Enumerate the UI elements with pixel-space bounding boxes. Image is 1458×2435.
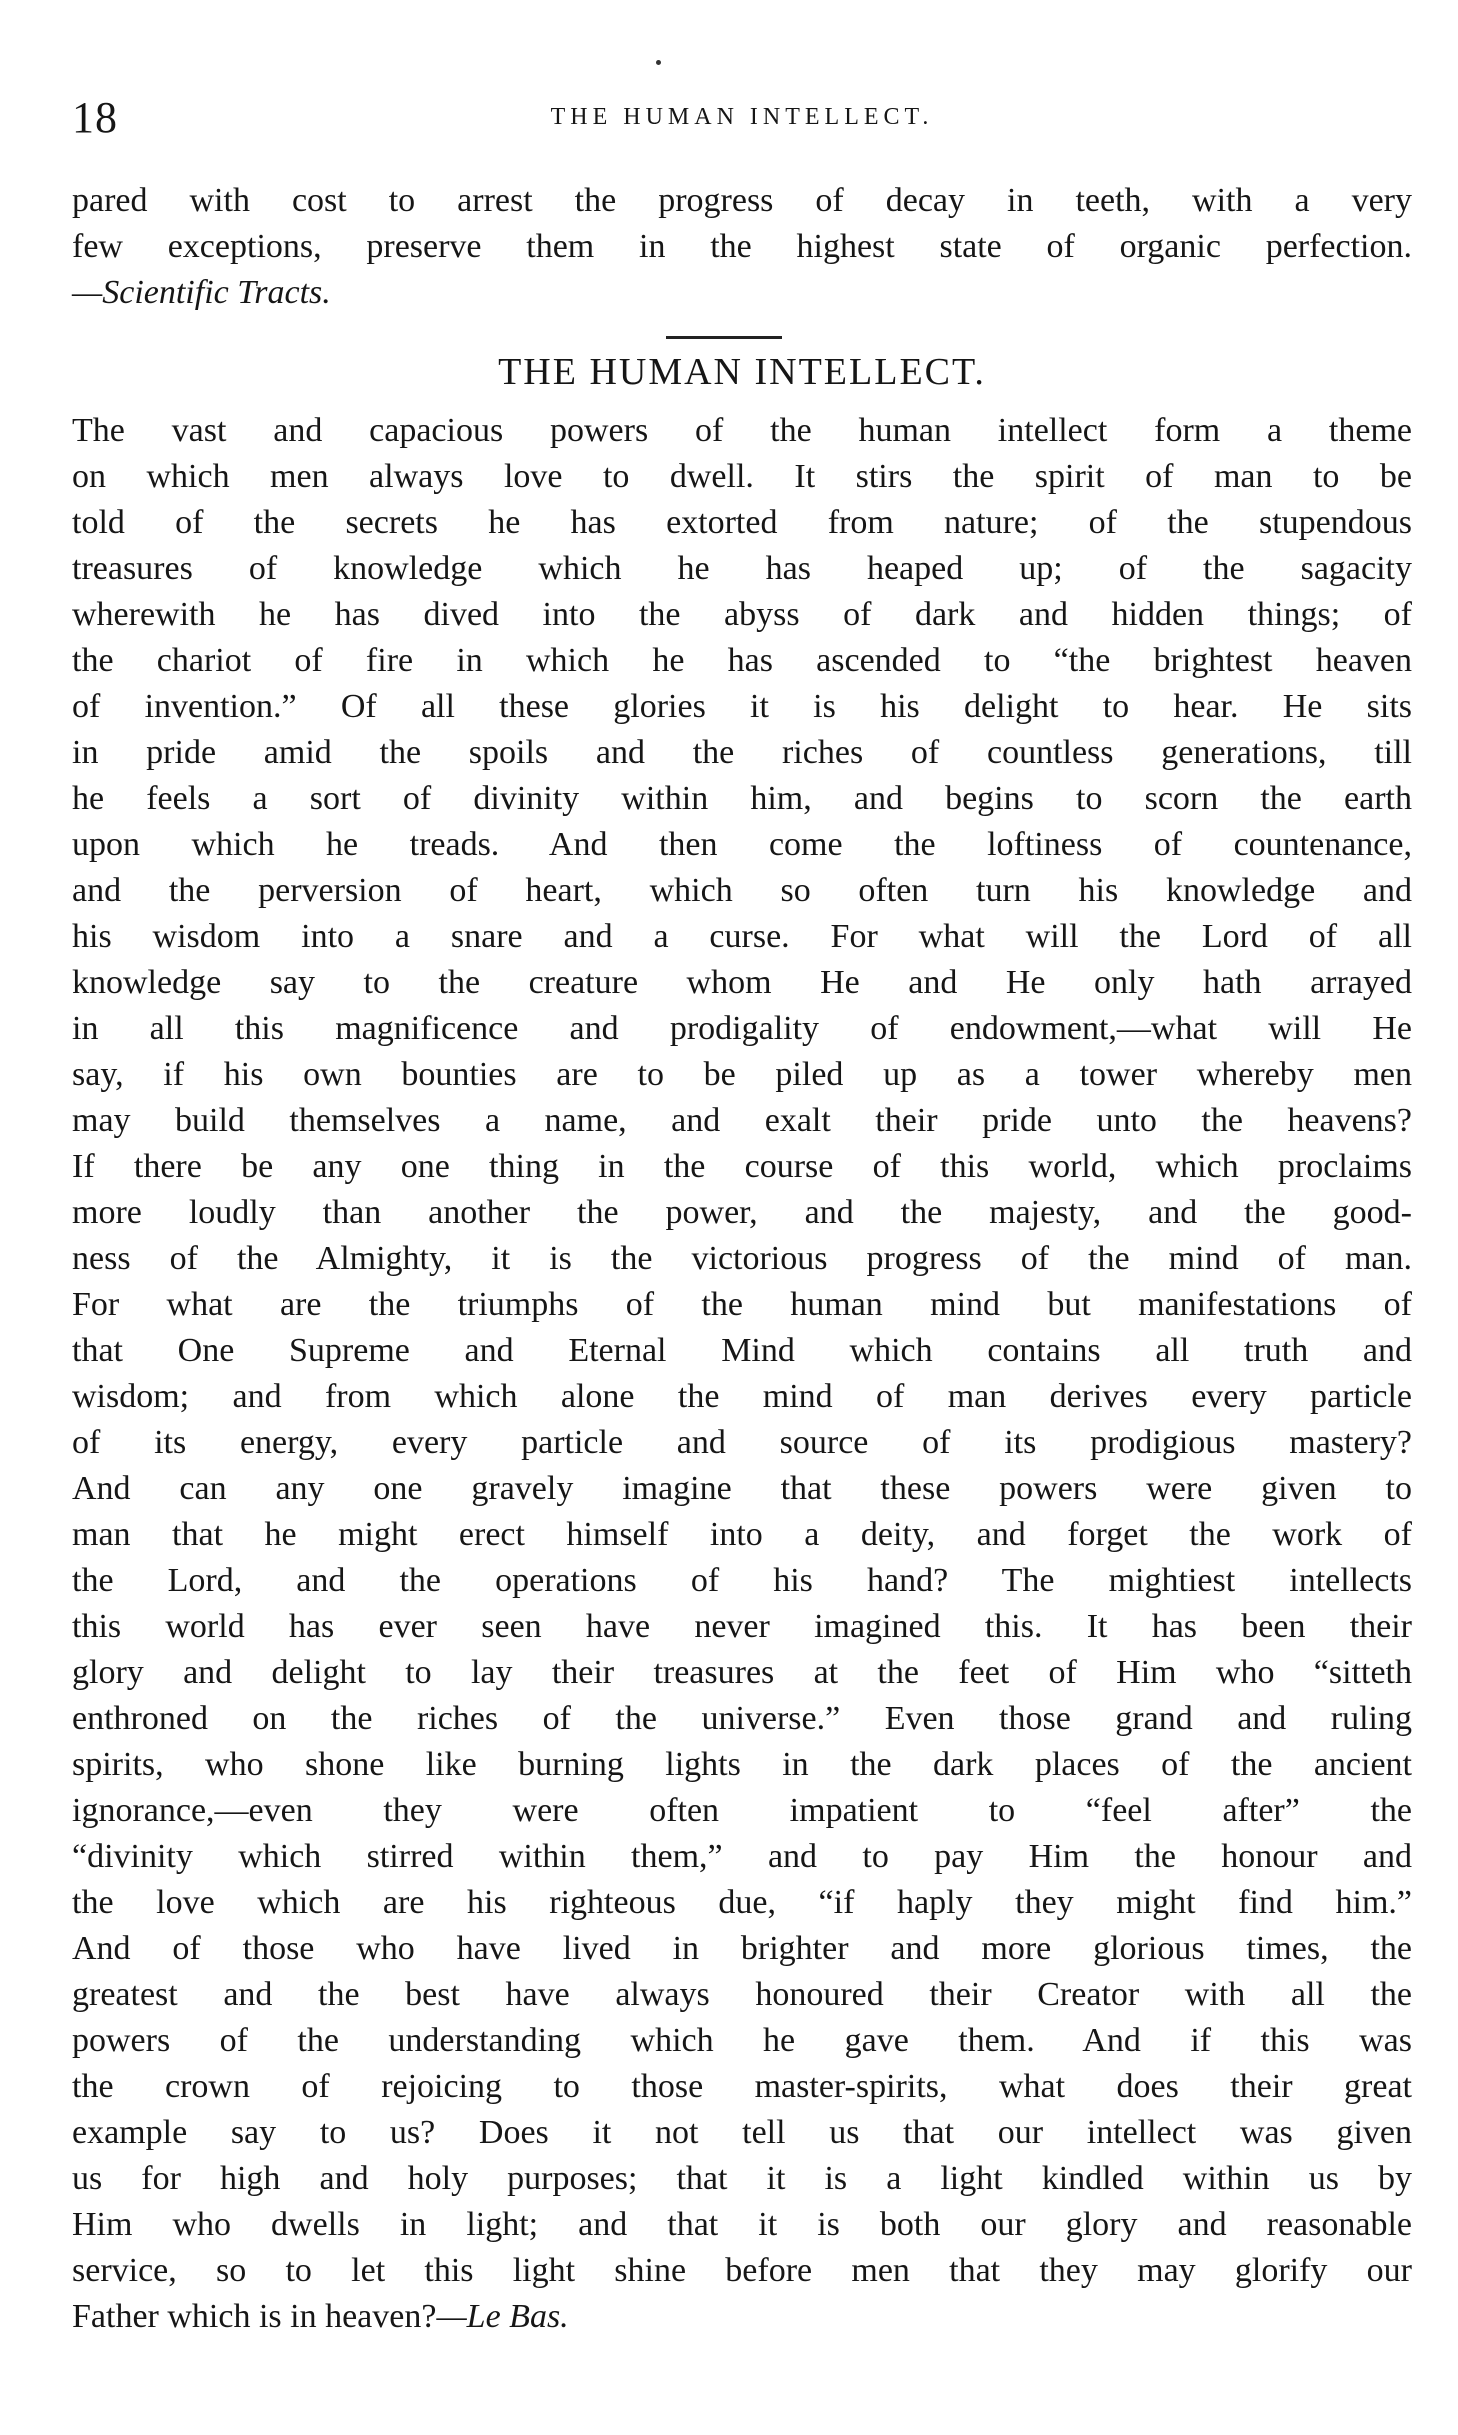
text-line: us for high and holy purposes; that it is a light kindled within us by [72, 2160, 1412, 2197]
text-line: on which men always love to dwell. It stirs the spirit of man to be [72, 458, 1412, 495]
text-line: and the perversion of heart, which so often turn his knowledge and [72, 872, 1412, 909]
text-line: say, if his own bounties are to be piled up as a tower whereby men [72, 1056, 1412, 1093]
text-line: that One Supreme and Eternal Mind which contains all truth and [72, 1332, 1412, 1369]
text-line: wherewith he has dived into the abyss of dark and hidden things; of [72, 596, 1412, 633]
text-line: “divinity which stirred within them,” and to pay Him the honour and [72, 1838, 1412, 1875]
text-line: few exceptions, preserve them in the highest state of organic perfection. [72, 228, 1412, 265]
text-line: this world has ever seen have never imagined this. It has been their [72, 1608, 1412, 1645]
text-line: man that he might erect himself into a deity, and forget the work of [72, 1516, 1412, 1553]
text-line: treasures of knowledge which he has heaped up; of the sagacity [72, 550, 1412, 587]
text-line: may build themselves a name, and exalt their pride unto the heavens? [72, 1102, 1412, 1139]
text-line: ness of the Almighty, it is the victorious progress of the mind of man. [72, 1240, 1412, 1277]
text-line: in all this magnificence and prodigality of endowment,—what will He [72, 1010, 1412, 1047]
closing-line [72, 2294, 1412, 2340]
text-line: enthroned on the riches of the universe.” Even those grand and ruling [72, 1700, 1412, 1737]
final-text: Father which is in heaven? [72, 2298, 437, 2335]
text-line: The vast and capacious powers of the human intellect form a theme [72, 412, 1412, 449]
previous-article-ending [72, 178, 1412, 316]
book-page [72, 0, 1412, 2435]
page-header [72, 92, 1412, 142]
text-line: glory and delight to lay their treasures at the feet of Him who “sitteth [72, 1654, 1412, 1691]
text-line: in pride amid the spoils and the riches of countless generations, till [72, 734, 1412, 771]
text-line: he feels a sort of divinity within him, and begins to scorn the earth [72, 780, 1412, 817]
page-number: 18 [72, 93, 118, 142]
text-line: of invention.” Of all these glories it is his delight to hear. He sits [72, 688, 1412, 725]
text-line: more loudly than another the power, and the majesty, and the good- [72, 1194, 1412, 1231]
text-line: upon which he treads. And then come the loftiness of countenance, [72, 826, 1412, 863]
article-title: THE HUMAN INTELLECT. [498, 351, 986, 393]
text-line: his wisdom into a snare and a curse. For what will the Lord of all [72, 918, 1412, 955]
text-line: Him who dwells in light; and that it is both our glory and reasonable [72, 2206, 1412, 2243]
article-body [72, 408, 1412, 2340]
text-line: And can any one gravely imagine that these powers were given to [72, 1470, 1412, 1507]
text-line: wisdom; and from which alone the mind of man derives every particle [72, 1378, 1412, 1415]
text-line: ignorance,—even they were often impatient to “feel after” the [72, 1792, 1412, 1829]
text-line: If there be any one thing in the course of this world, which proclaims [72, 1148, 1412, 1185]
text-line: For what are the triumphs of the human mind but manifestations of [72, 1286, 1412, 1323]
section-divider [666, 336, 782, 339]
text-line: told of the secrets he has extorted from nature; of the stupendous [72, 504, 1412, 541]
printer-mark [656, 60, 661, 65]
text-line: the Lord, and the operations of his hand? The mightiest intellects [72, 1562, 1412, 1599]
text-line: And of those who have lived in brighter and more glorious times, the [72, 1930, 1412, 1967]
text-line: knowledge say to the creature whom He and He only hath arrayed [72, 964, 1412, 1001]
text-line: the love which are his righteous due, “if haply they might find him.” [72, 1884, 1412, 1921]
text-line: powers of the understanding which he gave them. And if this was [72, 2022, 1412, 2059]
text-line: the chariot of fire in which he has ascended to “the brightest heaven [72, 642, 1412, 679]
text-line: service, so to let this light shine before men that they may glorify our [72, 2252, 1412, 2289]
text-line: pared with cost to arrest the progress of decay in teeth, with a very [72, 182, 1412, 219]
text-line: greatest and the best have always honoured their Creator with all the [72, 1976, 1412, 2013]
citation: —Scientific Tracts. [72, 274, 331, 311]
text-line: the crown of rejoicing to those master-spirits, what does their great [72, 2068, 1412, 2105]
text-line: example say to us? Does it not tell us that our intellect was given [72, 2114, 1412, 2151]
running-head: THE HUMAN INTELLECT. [550, 104, 934, 130]
text-line: spirits, who shone like burning lights in the dark places of the ancient [72, 1746, 1412, 1783]
author-signature: —Le Bas. [436, 2298, 569, 2335]
text-line: of its energy, every particle and source of its prodigious mastery? [72, 1424, 1412, 1461]
